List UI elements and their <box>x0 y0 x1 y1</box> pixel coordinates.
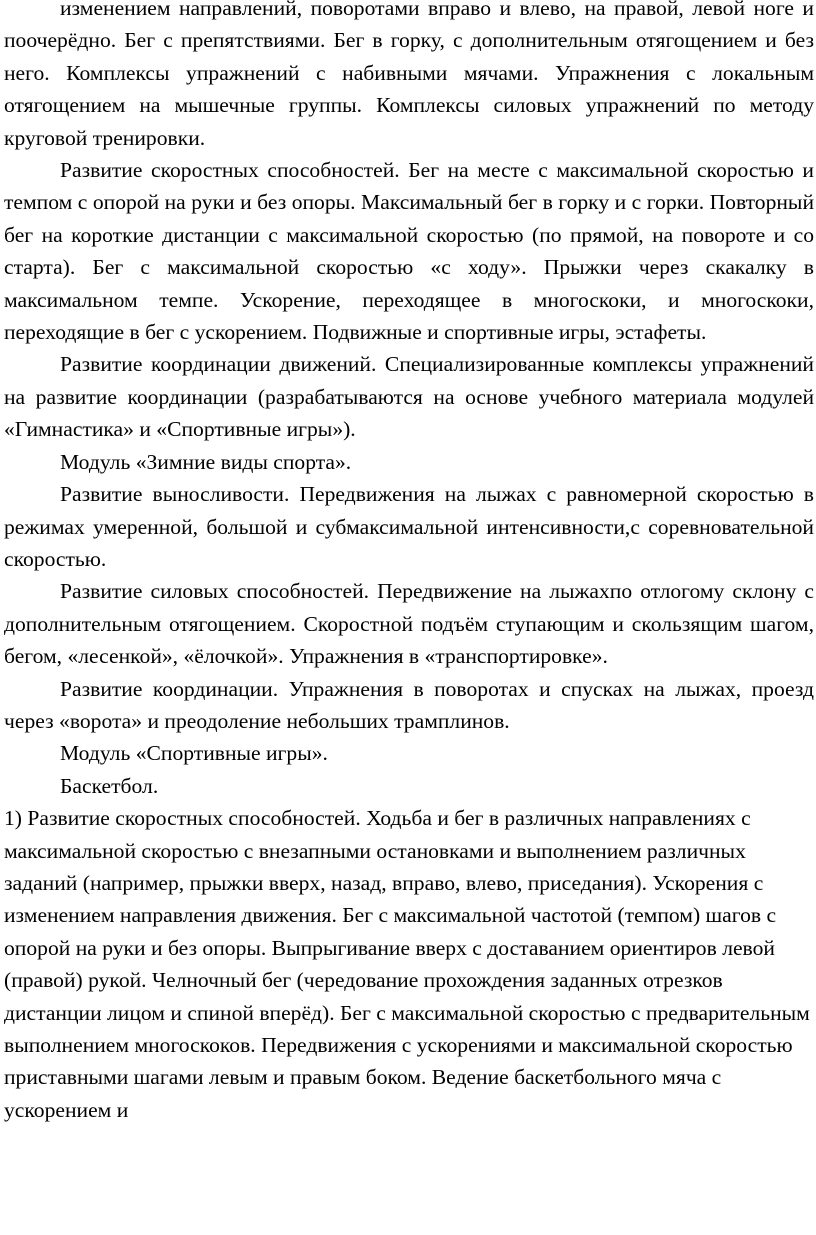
paragraph-speed-abilities: Развитие скоростных способностей. Бег на месте с максимальной скоростью и темпом с опорой на руки и без опоры. Максимальный бег в горку и с горки. Повторный бег на короткие дистанции с максимальной скоростью (по прямой, на повороте и со старта). Бег с максимальной скоростью «с ходу». Прыжки через скакалку в максимальном темпе. Ускорение, переходящее в многоскоки, и многоскоки, переходящие в бег с ускорением. Подвижные и спортивные игры, эстафеты. <box>4 158 814 345</box>
module-heading-sport-games: Модуль «Спортивные игры». <box>60 741 328 766</box>
section-heading-basketball: Баскетбол. <box>60 773 159 798</box>
paragraph-continuation: изменением направлений, поворотами вправо и влево, на правой, левой ноге и поочерёдно. Бег с препятствиями. Бег в горку, с дополнительным отягощением и без него. Комплексы упражнений с набивными мячами. Упражнения с локальным отягощением на мышечные группы. Комплексы силовых упражнений по методу круговой тренировки. <box>4 0 814 150</box>
paragraph-endurance: Развитие выносливости. Передвижения на лыжах с равномерной скоростью в режимах умеренной, большой и субмаксимальной интенсивности,с соревновательной скоростью. <box>4 482 814 571</box>
paragraph-coordination-movements: Развитие координации движений. Специализированные комплексы упражнений на развитие координации (разрабатываются на основе учебного материала модулей «Гимнастика» и «Спортивные игры»). <box>4 352 814 442</box>
paragraph-strength-abilities: Развитие силовых способностей. Передвижение на лыжахпо отлогому склону с дополнительным отягощением. Скоростной подъём ступающим и скользящим шагом, бегом, «лесенкой», «ёлочкой». Упражнения в «транспортировке». <box>4 579 814 669</box>
list-item-speed-development: 1) Развитие скоростных способностей. Ходьба и бег в различных направлениях с максимальной скоростью с внезапными остановками и выполнением различных заданий (например, прыжки вверх, назад, вправо, влево, приседания). Ускорения с изменением направления движения. Бег с максимальной частотой (темпом) шагов с опорой на руки и без опоры. Выпрыгивание вверх с доставанием ориентиров левой (правой) рукой. Челночный бег (чередование прохождения заданных отрезков дистанции лицом и спиной вперёд). Бег с максимальной скоростью с предварительным выполнением многоскоков. Передвижения с ускорениями и максимальной скоростью приставными шагами левым и правым боком. Ведение баскетбольного мяча с ускорением и <box>4 806 810 1122</box>
module-heading-winter-sports: Модуль «Зимние виды спорта». <box>60 449 352 474</box>
paragraph-coordination-skiing: Развитие координации. Упражнения в поворотах и спусках на лыжах, проезд через «ворота» и преодоление небольших трамплинов. <box>4 676 814 733</box>
